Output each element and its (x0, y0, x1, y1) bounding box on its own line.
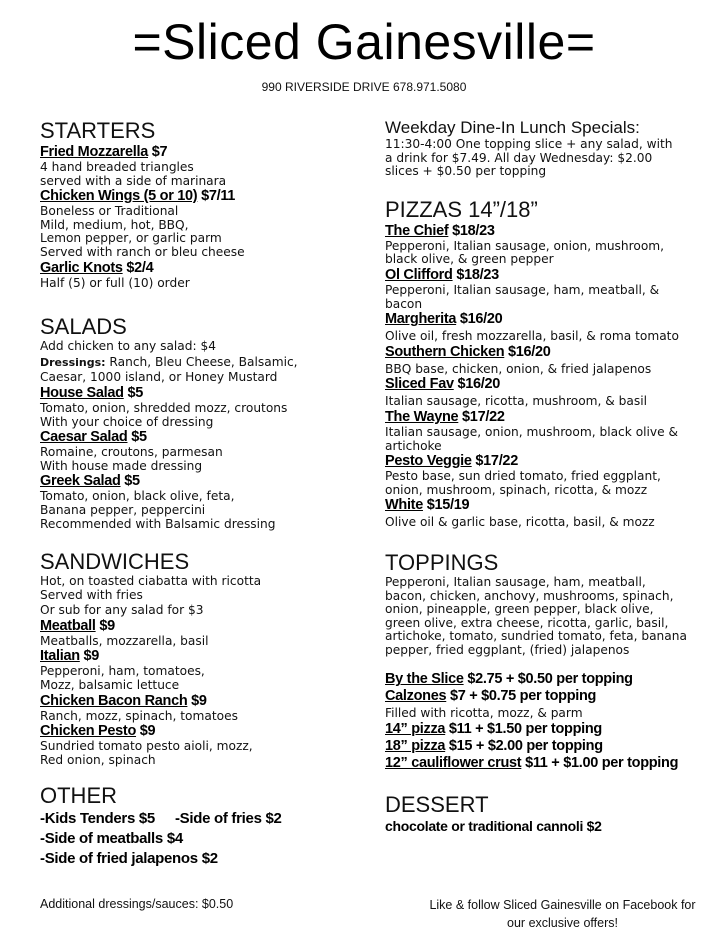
item-name: Chicken Bacon Ranch (40, 692, 188, 709)
item-desc: Half (5) or full (10) order (40, 275, 190, 290)
toppings-line: Pepperoni, Italian sausage, ham, meatball, (385, 574, 646, 589)
item-price: $15 + $2.00 per topping (448, 738, 603, 755)
item-desc: Mozz, balsamic lettuce (40, 678, 180, 693)
menu-item (40, 473, 360, 531)
item-name: By the Slice (385, 671, 464, 688)
item-desc: Tomato, onion, black olive, feta, (40, 489, 235, 504)
item-price: $2.75 + $0.50 per topping (467, 671, 633, 688)
item-price: $9 (191, 692, 207, 709)
dessert-section (385, 792, 720, 835)
lunch-specials-section (385, 118, 720, 179)
menu-item (40, 723, 360, 767)
item-desc: With house made dressing (40, 458, 203, 473)
item-desc: Lemon pepper, or garlic parm (40, 231, 222, 246)
item-price: $2/4 (126, 259, 154, 276)
section-heading: STARTERS (40, 118, 156, 143)
menu-item (385, 409, 720, 453)
item-price: $5 (127, 384, 143, 401)
item-desc: Pepperoni, Italian sausage, onion, mushroom, (385, 238, 665, 253)
salads-section (40, 314, 360, 531)
item-price: $15/19 (426, 497, 470, 514)
item-desc: Sundried tomato pesto aioli, mozz, (40, 739, 253, 754)
restaurant-address: 990 RIVERSIDE DRIVE 678.971.5080 (261, 80, 467, 94)
item-price: $17/22 (475, 453, 518, 470)
item-desc: served with a side of marinara (40, 173, 227, 188)
item-name: Margherita (385, 311, 457, 328)
toppings-line: onion, pineapple, green pepper, black olive, (385, 602, 654, 617)
other-line: -Side of fried jalapenos $2 (40, 850, 218, 868)
item-name: Greek Salad (40, 473, 121, 490)
item-price: $7 (151, 144, 168, 160)
item-price: $7/11 (201, 188, 236, 205)
sandwich-note: Hot, on toasted ciabatta with ricotta (40, 574, 262, 589)
item-name: Pesto Veggie (385, 453, 472, 470)
menu-item (385, 497, 720, 530)
menu-item (40, 618, 360, 649)
item-price: $11 + $1.50 per topping (448, 721, 602, 738)
item-name: Meatball (40, 617, 96, 634)
section-heading: OTHER (40, 783, 117, 809)
item-price: $18/23 (456, 266, 499, 283)
menu-item (385, 344, 720, 377)
dressings-list: Ranch, Bleu Cheese, Balsamic, (105, 354, 298, 369)
toppings-line: green olive, extra cheese, ricotta, garlic, basil, (385, 615, 669, 630)
item-price: $5 (124, 473, 140, 490)
item-name: Garlic Knots (40, 259, 123, 276)
item-desc: Italian sausage, ricotta, mushroom, & basil (385, 394, 648, 409)
item-desc: Mild, medium, hot, BBQ, (40, 217, 189, 232)
menu-item (385, 311, 720, 344)
menu-item (40, 260, 360, 291)
pizzas-section (385, 197, 720, 530)
item-desc: Romaine, croutons, parmesan (40, 445, 223, 460)
item-price: $16/20 (508, 343, 551, 360)
additional-dressings-note: Additional dressings/sauces: $0.50 (40, 897, 234, 911)
right-column (385, 118, 720, 835)
item-name: Southern Chicken (385, 343, 505, 360)
facebook-promo-line: our exclusive offers! (507, 916, 618, 930)
salad-chicken-note: Add chicken to any salad: $4 (40, 339, 216, 354)
special-line: 11:30-4:00 One topping slice + any salad, with (385, 137, 673, 151)
other-section (40, 783, 360, 869)
other-line (40, 809, 360, 829)
item-desc: Boneless or Traditional (40, 204, 179, 219)
item-desc: onion, mushroom, spinach, ricotta, & mozz (385, 482, 648, 497)
item-desc: Olive oil, fresh mozzarella, basil, & roma tomato (385, 329, 679, 344)
item-desc: Tomato, onion, shredded mozz, croutons (40, 400, 288, 415)
menu-item (40, 693, 360, 724)
menu-item (40, 188, 360, 259)
section-heading: TOPPINGS (385, 549, 499, 575)
section-heading: SALADS (40, 314, 127, 340)
toppings-line: bacon, chicken, anchovy, mushrooms, spinach, (385, 588, 674, 603)
menu-item (385, 453, 720, 497)
menu-item (385, 376, 720, 409)
menu-item (40, 429, 360, 473)
item-name: Chicken Pesto (40, 723, 137, 740)
item-price: $18/23 (452, 222, 495, 239)
sandwiches-section (40, 549, 360, 767)
item-price: $7 + $0.75 per topping (450, 688, 597, 705)
pricing-line (385, 671, 720, 688)
section-heading: PIZZAS 14”/18” (385, 196, 538, 222)
item-desc: Served with ranch or bleu cheese (40, 244, 245, 259)
item-name: 14” pizza (385, 721, 446, 738)
item-desc: Red onion, spinach (40, 752, 156, 767)
restaurant-title: =Sliced Gainesville= (132, 14, 596, 70)
sandwich-note: Or sub for any salad for $3 (40, 603, 204, 618)
item-desc: Olive oil & garlic base, ricotta, basil, & mozz (385, 515, 655, 530)
item-price: $17/22 (462, 408, 505, 425)
item-desc: Filled with ricotta, mozz, & parm (385, 706, 583, 721)
item-price: $9 (139, 723, 156, 740)
toppings-line: pepper, fried eggplant, (fried) jalapenos (385, 642, 630, 657)
item-desc: Pesto base, sun dried tomato, fried eggplant, (385, 469, 661, 484)
pricing-line (385, 755, 720, 772)
item-name: 18” pizza (385, 738, 446, 755)
item-price: $11 + $1.00 per topping (525, 755, 679, 772)
item-desc: artichoke (385, 438, 442, 453)
item-name: The Wayne (385, 408, 459, 425)
item-price: $9 (99, 617, 115, 634)
item-desc: Recommended with Balsamic dressing (40, 516, 276, 531)
other-line: -Side of meatballs $4 (40, 830, 183, 848)
special-line: a drink for $7.49. All day Wednesday: $2.00 (385, 150, 653, 165)
item-name: Calzones (385, 688, 447, 705)
other-item: -Kids Tenders $5 (40, 810, 155, 828)
toppings-section (385, 550, 720, 772)
item-desc: 4 hand breaded triangles (40, 160, 194, 174)
item-desc: black olive, & green pepper (385, 252, 554, 267)
item-name: Ol Clifford (385, 266, 453, 283)
pricing-line (385, 688, 720, 705)
dessert-line: chocolate or traditional cannoli $2 (385, 818, 602, 835)
item-desc: BBQ base, chicken, onion, & fried jalapenos (385, 361, 652, 376)
item-name: 12” cauliflower crust (385, 755, 522, 772)
item-name: Italian (40, 648, 80, 665)
item-price: $9 (83, 648, 100, 665)
item-desc: bacon (385, 296, 423, 311)
item-desc: Banana pepper, peppercini (40, 502, 206, 517)
section-heading: Weekday Dine-In Lunch Specials: (385, 118, 640, 137)
other-item: -Side of fries $2 (174, 810, 282, 828)
dressings-line (40, 356, 360, 370)
starters-section (40, 118, 360, 290)
section-heading: DESSERT (385, 792, 489, 818)
item-name: House Salad (40, 384, 124, 401)
item-price: $5 (131, 429, 147, 446)
item-price: $16/20 (459, 311, 503, 328)
menu-item (385, 267, 720, 311)
item-desc: Ranch, mozz, spinach, tomatoes (40, 708, 238, 723)
pricing-line (385, 738, 720, 755)
left-column (40, 118, 360, 869)
dressings-label: Dressings: (40, 355, 106, 369)
item-desc: With your choice of dressing (40, 414, 214, 429)
item-price: $16/20 (457, 376, 501, 393)
toppings-line: artichoke, tomato, sundried tomato, feta, banana (385, 629, 687, 644)
item-name: Fried Mozzarella (40, 144, 149, 160)
section-heading: SANDWICHES (40, 549, 190, 575)
item-desc: Pepperoni, Italian sausage, ham, meatball, & (385, 282, 660, 297)
item-name: The Chief (385, 222, 449, 239)
dressings-line: Caesar, 1000 island, or Honey Mustard (40, 370, 278, 385)
special-line: slices + $0.50 per topping (385, 164, 547, 179)
facebook-promo-line: Like & follow Sliced Gainesville on Facebook for (429, 898, 696, 912)
menu-item (40, 648, 360, 692)
item-name: Chicken Wings (5 or 10) (40, 188, 198, 205)
item-desc: Italian sausage, onion, mushroom, black olive & (385, 424, 679, 439)
item-name: Caesar Salad (40, 429, 128, 446)
facebook-promo (395, 896, 728, 932)
pricing-line (385, 721, 720, 738)
sandwich-note: Served with fries (40, 587, 143, 602)
menu-item (40, 144, 360, 188)
item-desc: Meatballs, mozzarella, basil (40, 633, 209, 648)
menu-item (40, 385, 360, 429)
item-desc: Pepperoni, ham, tomatoes, (40, 664, 205, 679)
menu-item (385, 223, 720, 267)
item-name: Sliced Fav (385, 376, 454, 393)
item-name: White (385, 497, 423, 514)
